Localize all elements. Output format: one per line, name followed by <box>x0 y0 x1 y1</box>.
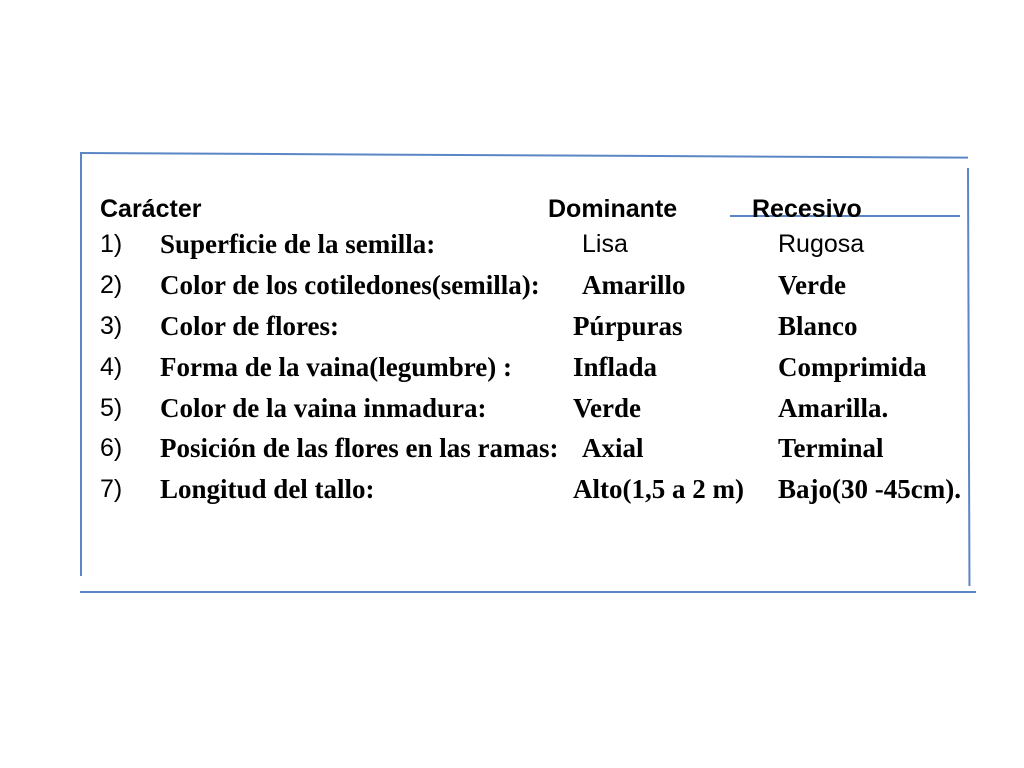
row-character: Color de los cotiledones(semilla): <box>160 270 540 300</box>
row-recessive: Verde <box>778 270 846 300</box>
row-dominant: Alto(1,5 a 2 m) <box>573 474 744 504</box>
row-number: 4) <box>100 353 123 381</box>
header-dominant: Dominante <box>548 195 678 223</box>
row-character: Longitud del tallo: <box>160 474 375 504</box>
row-number: 3) <box>100 312 123 340</box>
frame-left-line <box>80 152 82 576</box>
row-character: Posición de las flores en las ramas: <box>160 433 559 463</box>
row-recessive: Amarilla. <box>778 393 889 423</box>
row-recessive: Terminal <box>778 433 884 463</box>
row-number: 5) <box>100 394 123 422</box>
row-dominant: Verde <box>573 393 641 423</box>
row-number: 1) <box>100 230 123 258</box>
row-character: Forma de la vaina(legumbre) : <box>160 352 512 382</box>
row-dominant: Amarillo <box>582 270 686 300</box>
frame-right-line <box>967 168 970 586</box>
frame-top-line <box>80 152 968 158</box>
row-dominant: Púrpuras <box>573 311 683 341</box>
row-recessive: Rugosa <box>778 230 865 258</box>
row-character: Color de la vaina inmadura: <box>160 393 487 423</box>
row-recessive: Comprimida <box>778 352 927 382</box>
row-character: Color de flores: <box>160 311 339 341</box>
row-character: Superficie de la semilla: <box>160 229 436 259</box>
row-recessive: Bajo(30 -45cm). <box>778 474 961 504</box>
row-number: 2) <box>100 271 123 299</box>
row-number: 6) <box>100 434 123 462</box>
row-dominant: Lisa <box>582 230 628 258</box>
row-dominant: Axial <box>582 433 644 463</box>
row-recessive: Blanco <box>778 311 858 341</box>
header-recessive: Recesivo <box>752 195 862 223</box>
row-number: 7) <box>100 475 123 503</box>
frame-bottom-line <box>80 591 976 593</box>
header-character: Carácter <box>100 195 202 223</box>
row-dominant: Inflada <box>573 352 658 382</box>
